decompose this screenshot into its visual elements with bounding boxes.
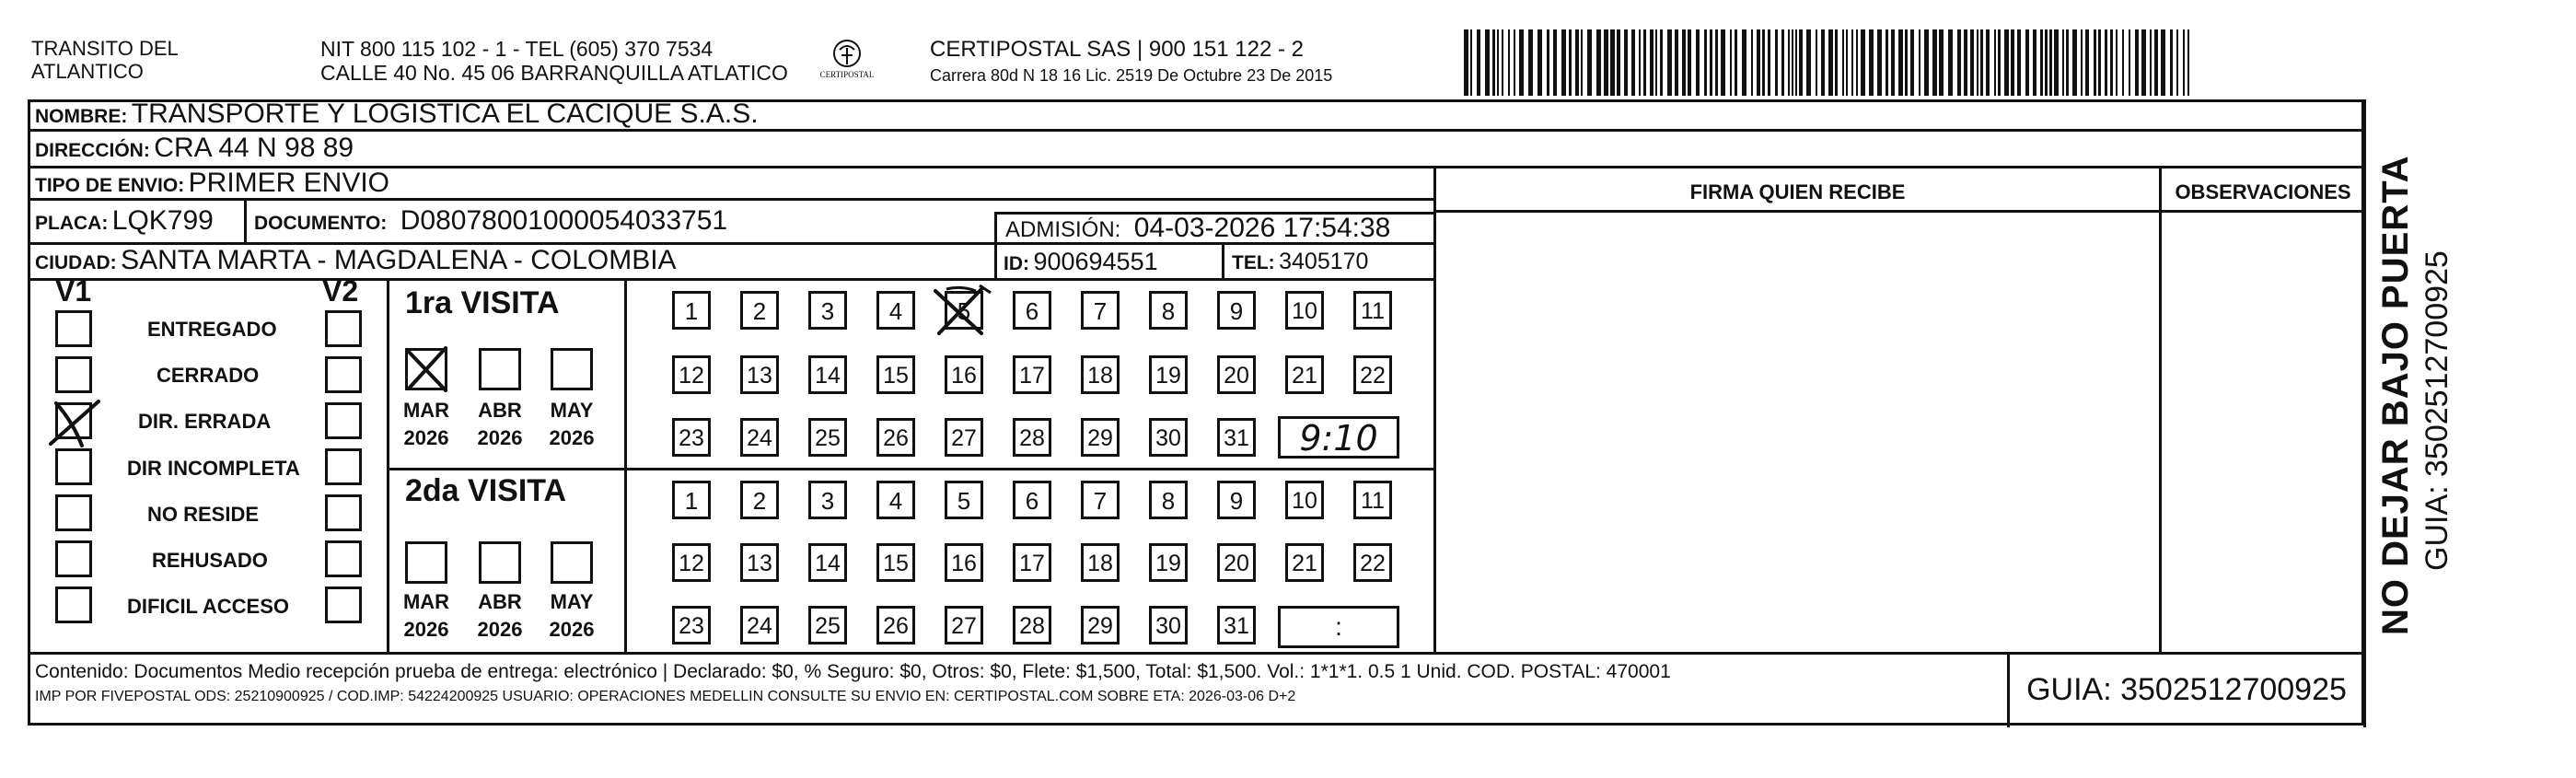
v2-checkbox-dir-errada[interactable]: [325, 402, 362, 439]
license-line: Carrera 80d N 18 16 Lic. 2519 De Octubre 23 De 2015: [930, 66, 1333, 85]
barcode-bar: [1514, 29, 1515, 96]
divider: [28, 652, 2366, 655]
barcode-bar: [2004, 29, 2009, 96]
checked-x-icon: [401, 343, 453, 396]
visit1-month-abr: ABR: [478, 399, 522, 422]
barcode-bar: [2150, 29, 2152, 96]
visit1-day-25[interactable]: 25: [808, 418, 847, 457]
visit2-title: 2da VISITA: [405, 473, 567, 508]
admision-row: [1005, 212, 1390, 250]
ciudad-label: CIUDAD:: [35, 252, 117, 273]
barcode-bar: [1877, 29, 1882, 96]
barcode-bar: [1768, 29, 1770, 96]
barcode-bar: [1781, 29, 1784, 96]
reason-entregado: ENTREGADO: [147, 318, 277, 341]
visit1-day-14[interactable]: 14: [808, 355, 847, 394]
placa-value: LQK799: [111, 205, 214, 236]
visit2-year-may: 2026: [549, 618, 595, 641]
barcode-bar: [1704, 29, 1707, 96]
barcode-bar: [1596, 29, 1601, 96]
visit1-month-may: MAY: [550, 399, 594, 422]
visit2-day-23[interactable]: 23: [672, 606, 711, 644]
v2-checkbox-cerrado[interactable]: [325, 356, 362, 393]
observaciones-header: OBSERVACIONES: [2175, 180, 2351, 203]
barcode-bar: [2040, 29, 2043, 96]
barcode-bar: [1980, 29, 1983, 96]
divider: [2159, 166, 2162, 652]
nombre-value: TRANSPORTE Y LOGISTICA EL CACIQUE S.A.S.: [131, 99, 759, 129]
documento-value: D08078001000054033751: [400, 205, 728, 236]
visit1-title: 1ra VISITA: [405, 285, 560, 320]
admision-label: ADMISIÓN:: [1005, 217, 1121, 242]
visit2-day-17[interactable]: 17: [1013, 543, 1051, 582]
direccion-row: [35, 131, 354, 170]
barcode-bar: [1650, 29, 1654, 96]
visit1-day-6[interactable]: 6: [1013, 291, 1051, 330]
footer-contenido: Contenido: Documentos Medio recepción prueba de entrega: electrónico | Declarado: $0, % Seguro: $0, Otros: $0, Flete: $1,500, Total: $1,500. Vol.: 1*1*1. 0.5 1 Unid. COD. POSTAL: 470001: [35, 661, 1671, 682]
visit2-day-26[interactable]: 26: [876, 606, 915, 644]
barcode-bar: [2105, 29, 2107, 96]
barcode-bar: [1986, 29, 1990, 96]
visit1-day-5[interactable]: 5: [945, 291, 983, 330]
divider: [624, 278, 627, 652]
barcode-bar: [1688, 29, 1691, 96]
visit1-day-3[interactable]: 3: [808, 291, 847, 330]
barcode-bar: [1924, 29, 1929, 96]
visit2-time: :: [1335, 612, 1342, 641]
barcode-bar: [1957, 29, 1961, 96]
visit1-day-30[interactable]: 30: [1149, 418, 1188, 457]
barcode-bar: [1497, 29, 1499, 96]
barcode-bar: [1470, 29, 1472, 96]
barcode-bar: [1910, 29, 1914, 96]
visit1-day-19[interactable]: 19: [1149, 355, 1188, 394]
visit2-day-14[interactable]: 14: [808, 543, 847, 582]
barcode-bar: [1569, 29, 1572, 96]
barcode-bar: [1508, 29, 1510, 96]
day-x-mark-icon: [930, 284, 987, 339]
barcode-bar: [1905, 29, 1908, 96]
address-line: CALLE 40 No. 45 06 BARRANQUILLA ATLATICO: [320, 61, 788, 85]
barcode-bar: [1775, 29, 1778, 96]
barcode-bar: [2176, 29, 2178, 96]
visit1-day-1[interactable]: 1: [672, 291, 711, 330]
visit2-day-13[interactable]: 13: [740, 543, 779, 582]
visit1-day-12[interactable]: 12: [672, 355, 711, 394]
visit1-day-10[interactable]: 10: [1285, 291, 1324, 330]
barcode-bar: [1964, 29, 1967, 96]
id-value: 900694551: [1033, 248, 1158, 275]
visit1-day-22[interactable]: 22: [1353, 355, 1392, 394]
v1-checkbox-no-reside[interactable]: [55, 494, 92, 531]
visit2-time-box[interactable]: [1278, 606, 1399, 648]
barcode-bar: [2072, 29, 2077, 96]
barcode-bar: [2017, 29, 2021, 96]
visit1-day-11[interactable]: 11: [1353, 291, 1392, 330]
barcode-bar: [2045, 29, 2048, 96]
visit2-day-9[interactable]: 9: [1217, 481, 1256, 519]
visit1-day-29[interactable]: 29: [1081, 418, 1120, 457]
barcode-bar: [1655, 29, 1657, 96]
visit1-day-20[interactable]: 20: [1217, 355, 1256, 394]
barcode-bar: [1970, 29, 1974, 96]
visit1-day-21[interactable]: 21: [1285, 355, 1324, 394]
barcode-bar: [1715, 29, 1718, 96]
id-label: ID:: [1004, 253, 1029, 274]
v1-checkbox-dir-incompleta[interactable]: [55, 448, 92, 485]
barcode-bar: [2085, 29, 2089, 96]
visit1-time: 9:10: [1299, 418, 1378, 459]
visit2-day-16[interactable]: 16: [945, 543, 983, 582]
barcode-bar: [1528, 29, 1533, 96]
barcode-bar: [1948, 29, 1953, 96]
barcode-bar: [1762, 29, 1765, 96]
direccion-label: DIRECCIÓN:: [35, 140, 150, 161]
barcode-bar: [2098, 29, 2101, 96]
barcode-bar: [1998, 29, 2001, 96]
barcode-bar: [1799, 29, 1803, 96]
barcode-bar: [1816, 29, 1817, 96]
tipo-row: [35, 168, 389, 203]
barcode-bar: [1721, 29, 1725, 96]
visit1-day-8[interactable]: 8: [1149, 291, 1188, 330]
barcode-bar: [2183, 29, 2185, 96]
barcode-bar: [1742, 29, 1746, 96]
visit1-month-box-abr[interactable]: [479, 348, 521, 390]
barcode-bar: [1587, 29, 1592, 96]
barcode-bar: [1682, 29, 1686, 96]
barcode-bar: [2094, 29, 2096, 96]
visit1-year-may: 2026: [549, 426, 595, 449]
side-guia: GUIA: 3502512700925: [2419, 250, 2454, 571]
direccion-value: CRA 44 N 98 89: [154, 133, 354, 163]
tel-row: [1232, 245, 1368, 282]
barcode-bar: [2049, 29, 2052, 96]
reason-dir-errada: DIR. ERRADA: [138, 410, 272, 433]
reason-no-reside: NO RESIDE: [147, 503, 260, 526]
barcode-bar: [2122, 29, 2124, 96]
reason-cerrado: CERRADO: [157, 364, 260, 387]
tipo-label: TIPO DE ENVIO:: [35, 175, 185, 196]
visit1-day-17[interactable]: 17: [1013, 355, 1051, 394]
visit1-month-box-may[interactable]: [551, 348, 593, 390]
visit1-day-9[interactable]: 9: [1217, 291, 1256, 330]
visit2-day-27[interactable]: 27: [945, 606, 983, 644]
barcode-bar: [1757, 29, 1760, 96]
visit1-day-26[interactable]: 26: [876, 418, 915, 457]
barcode-bar: [1751, 29, 1753, 96]
visit2-month-box-abr[interactable]: [479, 541, 521, 584]
barcode-bar: [1851, 29, 1853, 96]
barcode-bar: [1581, 29, 1583, 96]
barcode-bar: [1994, 29, 1996, 96]
barcode-bar: [2116, 29, 2118, 96]
visit1-day-23[interactable]: 23: [672, 418, 711, 457]
visit2-day-2[interactable]: 2: [740, 481, 779, 519]
barcode-bar: [2081, 29, 2083, 96]
barcode-bar: [1710, 29, 1712, 96]
barcode-bar: [1735, 29, 1737, 96]
visit2-day-19[interactable]: 19: [1149, 543, 1188, 582]
barcode-bar: [1869, 29, 1874, 96]
barcode-bar: [1485, 29, 1490, 96]
barcode-bar: [1519, 29, 1524, 96]
tel-value: 3405170: [1279, 249, 1369, 274]
documento-label: DOCUMENTO:: [254, 213, 388, 234]
barcode-bar: [1828, 29, 1833, 96]
documento-row: [254, 201, 727, 246]
barcode: [1464, 29, 2191, 96]
barcode-bar: [2154, 29, 2158, 96]
visit1-year-mar: 2026: [403, 426, 449, 449]
sender-name: TRANSITO DEL ATLANTICO: [31, 37, 178, 83]
visit1-day-15[interactable]: 15: [876, 355, 915, 394]
visit2-month-box-mar[interactable]: [405, 541, 447, 584]
barcode-bar: [2011, 29, 2014, 96]
id-row: [1004, 245, 1158, 283]
divider: [387, 278, 389, 652]
company-line: CERTIPOSTAL SAS | 900 151 122 - 2: [930, 37, 1304, 62]
visit2-day-29[interactable]: 29: [1081, 606, 1120, 644]
barcode-bar: [1624, 29, 1628, 96]
barcode-bar: [1919, 29, 1920, 96]
v2-checkbox-entregado[interactable]: [325, 310, 362, 347]
barcode-bar: [1617, 29, 1620, 96]
v1-checkbox-cerrado[interactable]: [55, 356, 92, 393]
barcode-bar: [1806, 29, 1811, 96]
barcode-bar: [2161, 29, 2165, 96]
visit2-year-mar: 2026: [403, 618, 449, 641]
visit1-day-2[interactable]: 2: [740, 291, 779, 330]
visit2-year-abr: 2026: [477, 618, 523, 641]
barcode-bar: [1886, 29, 1888, 96]
footer-guia: GUIA: 3502512700925: [2026, 672, 2347, 707]
barcode-bar: [1835, 29, 1838, 96]
barcode-bar: [2062, 29, 2064, 96]
barcode-bar: [2054, 29, 2059, 96]
visit2-day-10[interactable]: 10: [1285, 481, 1324, 519]
barcode-bar: [2066, 29, 2069, 96]
barcode-bar: [1821, 29, 1825, 96]
visit1-year-abr: 2026: [477, 426, 523, 449]
visit2-day-3[interactable]: 3: [808, 481, 847, 519]
visit2-day-12[interactable]: 12: [672, 543, 711, 582]
barcode-bar: [1502, 29, 1503, 96]
barcode-bar: [1477, 29, 1480, 96]
visit2-day-24[interactable]: 24: [740, 606, 779, 644]
barcode-bar: [1553, 29, 1557, 96]
barcode-bar: [2170, 29, 2173, 96]
barcode-bar: [1977, 29, 1978, 96]
visit1-day-16[interactable]: 16: [945, 355, 983, 394]
v1-label: V1: [55, 274, 92, 308]
visit2-month-may: MAY: [550, 590, 594, 613]
barcode-bar: [1932, 29, 1937, 96]
barcode-bar: [1631, 29, 1635, 96]
placa-row: [35, 201, 214, 246]
barcode-bar: [1795, 29, 1797, 96]
visit1-day-18[interactable]: 18: [1081, 355, 1120, 394]
visit1-time-box[interactable]: [1278, 416, 1399, 459]
tipo-value: PRIMER ENVIO: [188, 168, 390, 198]
barcode-bar: [1464, 29, 1468, 96]
visit2-day-7[interactable]: 7: [1081, 481, 1120, 519]
barcode-bar: [1492, 29, 1495, 96]
visit2-day-15[interactable]: 15: [876, 543, 915, 582]
visit2-day-4[interactable]: 4: [876, 481, 915, 519]
barcode-bar: [1788, 29, 1790, 96]
visit2-month-mar: MAR: [402, 590, 450, 613]
visit2-day-20[interactable]: 20: [1217, 543, 1256, 582]
barcode-bar: [1660, 29, 1663, 96]
barcode-bar: [1846, 29, 1848, 96]
visit1-day-24[interactable]: 24: [740, 418, 779, 457]
visit2-month-box-may[interactable]: [551, 541, 593, 584]
ciudad-value: SANTA MARTA - MAGDALENA - COLOMBIA: [121, 245, 677, 275]
visit2-day-25[interactable]: 25: [808, 606, 847, 644]
barcode-bar: [2135, 29, 2139, 96]
admision-value: 04-03-2026 17:54:38: [1133, 213, 1391, 243]
v2-checkbox-dir-incompleta[interactable]: [325, 448, 362, 485]
divider: [994, 212, 997, 278]
barcode-bar: [1898, 29, 1903, 96]
barcode-bar: [1610, 29, 1615, 96]
v2-checkbox-rehusado[interactable]: [325, 540, 362, 577]
side-warning: NO DEJAR BAJO PUERTA: [2375, 155, 2416, 635]
barcode-bar: [1643, 29, 1646, 96]
placa-label: PLACA:: [35, 213, 109, 234]
divider: [1433, 166, 1436, 652]
barcode-bar: [1891, 29, 1895, 96]
barcode-bar: [1842, 29, 1844, 96]
visit2-day-22[interactable]: 22: [1353, 543, 1392, 582]
logo: [810, 39, 884, 85]
reason-rehusado: REHUSADO: [152, 549, 268, 572]
barcode-bar: [1547, 29, 1549, 96]
visit1-day-31[interactable]: 31: [1217, 418, 1256, 457]
barcode-bar: [1561, 29, 1566, 96]
divider: [387, 468, 1436, 470]
nombre-row: [35, 99, 759, 134]
barcode-bar: [2187, 29, 2189, 96]
barcode-bar: [1861, 29, 1865, 96]
visit2-day-11[interactable]: 11: [1353, 481, 1392, 519]
barcode-bar: [1856, 29, 1858, 96]
divider: [244, 198, 247, 242]
visit1-day-27[interactable]: 27: [945, 418, 983, 457]
visit1-day-4[interactable]: 4: [876, 291, 915, 330]
visit2-day-5[interactable]: 5: [945, 481, 983, 519]
visit1-day-7[interactable]: 7: [1081, 291, 1120, 330]
tel-label: TEL:: [1232, 252, 1275, 273]
nombre-label: NOMBRE:: [35, 106, 128, 127]
visit2-day-21[interactable]: 21: [1285, 543, 1324, 582]
reason-dificil-acceso: DIFICIL ACCESO: [127, 595, 290, 618]
barcode-bar: [2141, 29, 2146, 96]
visit1-day-28[interactable]: 28: [1013, 418, 1051, 457]
visit2-day-31[interactable]: 31: [1217, 606, 1256, 644]
barcode-bar: [1575, 29, 1579, 96]
v2-label: V2: [322, 274, 359, 308]
visit2-month-abr: ABR: [478, 590, 522, 613]
visit1-day-13[interactable]: 13: [740, 355, 779, 394]
visit2-day-28[interactable]: 28: [1013, 606, 1051, 644]
reason-dir-incompleta: DIR INCOMPLETA: [127, 457, 300, 480]
barcode-bar: [2025, 29, 2029, 96]
footer-imp: IMP POR FIVEPOSTAL ODS: 25210900925 / COD.IMP: 54224200925 USUARIO: OPERACIONES MEDELLIN CONSULTE SU ENVIO EN: CERTIPOSTAL.COM SOBRE ETA: 2026-03-06 D+2: [35, 689, 1296, 704]
nit-line: NIT 800 115 102 - 1 - TEL (605) 370 7534: [320, 37, 714, 61]
barcode-bar: [1604, 29, 1608, 96]
v1-checkbox-entregado[interactable]: [55, 310, 92, 347]
logo-caption: CERTIPOSTAL: [819, 70, 875, 79]
handwritten-x-mark-icon: [41, 394, 106, 451]
visit2-day-8[interactable]: 8: [1149, 481, 1188, 519]
barcode-bar: [1939, 29, 1944, 96]
barcode-bar: [1792, 29, 1793, 96]
visit2-day-1[interactable]: 1: [672, 481, 711, 519]
barcode-bar: [2129, 29, 2130, 96]
barcode-bar: [1639, 29, 1641, 96]
divider: [1436, 210, 2366, 213]
visit1-month-mar: MAR: [402, 399, 450, 422]
v1-checkbox-rehusado[interactable]: [55, 540, 92, 577]
divider: [2007, 652, 2010, 727]
barcode-bar: [1537, 29, 1542, 96]
barcode-bar: [2033, 29, 2036, 96]
barcode-bar: [1730, 29, 1732, 96]
v2-checkbox-dificil-acceso[interactable]: [325, 586, 362, 623]
barcode-bar: [1667, 29, 1672, 96]
firma-header: FIRMA QUIEN RECIBE: [1689, 180, 1906, 203]
barcode-bar: [2110, 29, 2113, 96]
visit2-day-6[interactable]: 6: [1013, 481, 1051, 519]
visit2-day-18[interactable]: 18: [1081, 543, 1120, 582]
v2-checkbox-no-reside[interactable]: [325, 494, 362, 531]
barcode-bar: [1675, 29, 1678, 96]
barcode-bar: [1696, 29, 1700, 96]
visit2-day-30[interactable]: 30: [1149, 606, 1188, 644]
v1-checkbox-dificil-acceso[interactable]: [55, 586, 92, 623]
